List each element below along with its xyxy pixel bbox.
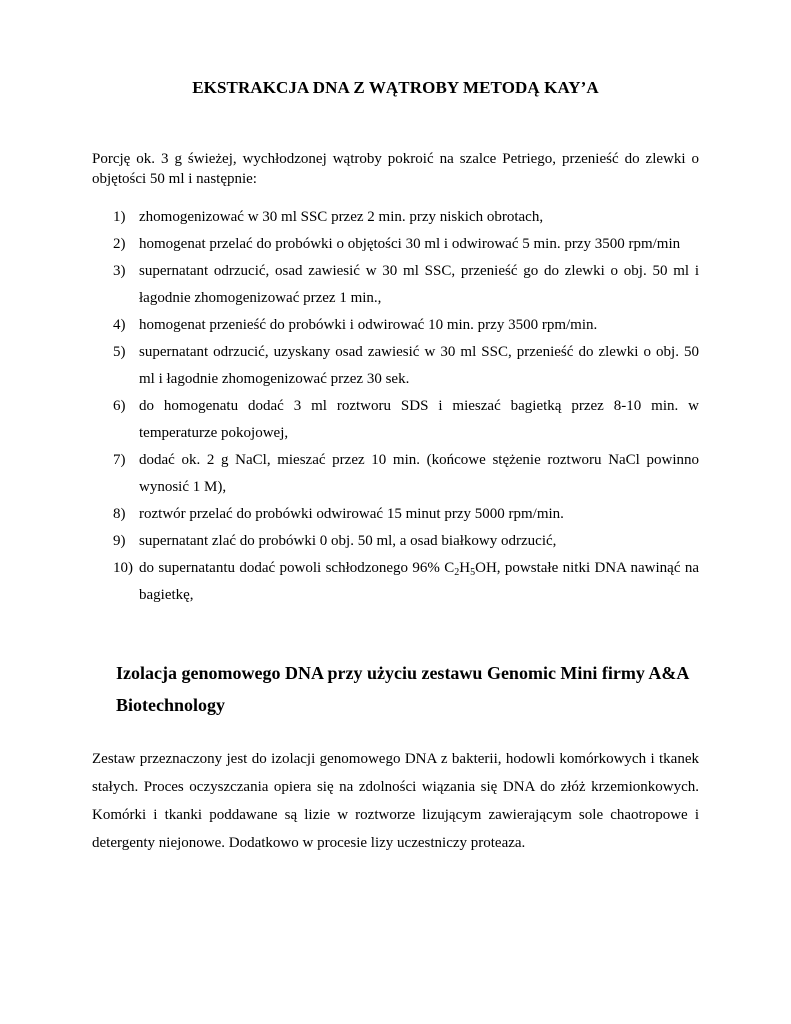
step-text-part: H bbox=[459, 560, 471, 576]
step-text: zhomogenizować w 30 ml SSC przez 2 min. przy niskich obrotach, bbox=[139, 209, 544, 225]
step-number: 4) bbox=[113, 317, 126, 333]
list-item bbox=[92, 528, 699, 555]
step-text: roztwór przelać do probówki odwirować 15 minut przy 5000 rpm/min. bbox=[139, 506, 564, 522]
step-text: supernatant zlać do probówki 0 obj. 50 ml, a osad białkowy odrzucić, bbox=[139, 533, 557, 549]
section-body-paragraph: Zestaw przeznaczony jest do izolacji genomowego DNA z bakterii, hodowli komórkowych i tkanek stałych. Proces oczyszczania opiera się na zdolności wiązania się DNA do złóż krzemionkowych. Komórki i tkanki poddawane są lizie w roztworze lizującym zawierającym sole chaotropowe i detergenty niejonowe. Dodatkowo w procesie lizy uczestniczy proteaza. bbox=[92, 751, 699, 851]
formula-subscript: 2 bbox=[454, 567, 460, 578]
step-text: supernatant odrzucić, osad zawiesić w 30 ml SSC, przenieść go do zlewki o obj. 50 ml i łagodnie zhomogenizować przez 1 min., bbox=[139, 263, 699, 306]
step-number: 9) bbox=[113, 533, 126, 549]
section-heading: Izolacja genomowego DNA przy użyciu zestawu Genomic Mini firmy A&A Biotechnology bbox=[116, 663, 689, 715]
procedure-steps-list bbox=[92, 204, 699, 609]
list-item bbox=[92, 258, 699, 312]
list-item bbox=[92, 231, 699, 258]
document-title: EKSTRAKCJA DNA Z WĄTROBY METODĄ KAY’A bbox=[192, 78, 599, 97]
step-text: homogenat przelać do probówki o objętości 30 ml i odwirować 5 min. przy 3500 rpm/min bbox=[139, 236, 681, 252]
list-item bbox=[92, 501, 699, 528]
step-text: do homogenatu dodać 3 ml roztworu SDS i mieszać bagietką przez 8-10 min. w temperaturze pokojowej, bbox=[139, 398, 699, 441]
list-item bbox=[92, 393, 699, 447]
list-item bbox=[92, 204, 699, 231]
step-number: 7) bbox=[113, 452, 126, 468]
step-number: 8) bbox=[113, 506, 126, 522]
step-text-part: do supernatantu dodać powoli schłodzonego 96% C bbox=[139, 560, 455, 576]
step-text: supernatant odrzucić, uzyskany osad zawiesić w 30 ml SSC, przenieść do zlewki o obj. 50 ml i łagodnie zhomogenizować przez 30 sek. bbox=[139, 344, 699, 387]
list-item bbox=[92, 555, 699, 609]
intro-paragraph: Porcję ok. 3 g świeżej, wychłodzonej wątroby pokroić na szalce Petriego, przenieść do zlewki o objętości 50 ml i następnie: bbox=[92, 151, 699, 187]
list-item bbox=[92, 339, 699, 393]
step-text-part: OH, powstałe nitki DNA nawinąć na bagietkę, bbox=[139, 560, 699, 603]
list-item bbox=[92, 312, 699, 339]
step-number: 6) bbox=[113, 398, 126, 414]
step-number: 3) bbox=[113, 263, 126, 279]
list-item bbox=[92, 447, 699, 501]
step-text: dodać ok. 2 g NaCl, mieszać przez 10 min. (końcowe stężenie roztworu NaCl powinno wynosić 1 M), bbox=[139, 452, 699, 495]
step-text: homogenat przenieść do probówki i odwirować 10 min. przy 3500 rpm/min. bbox=[139, 317, 598, 333]
formula-subscript: 5 bbox=[470, 567, 476, 578]
step-text bbox=[139, 555, 699, 609]
step-number: 5) bbox=[113, 344, 126, 360]
step-number: 1) bbox=[113, 209, 126, 225]
step-number: 10) bbox=[113, 560, 133, 576]
step-number: 2) bbox=[113, 236, 126, 252]
